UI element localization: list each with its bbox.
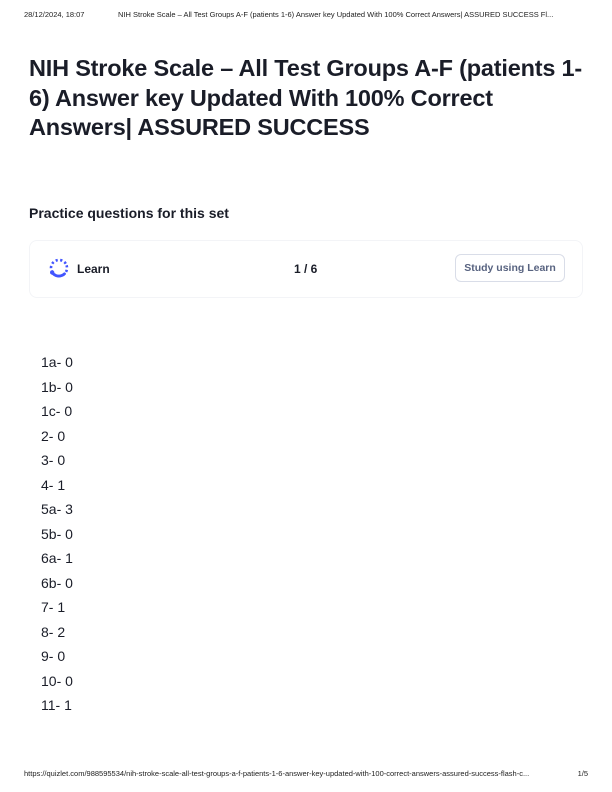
answer-item: 5a- 3 bbox=[41, 501, 73, 517]
answer-item: 1b- 0 bbox=[41, 378, 73, 395]
answer-item: 5b- 0 bbox=[41, 525, 73, 542]
answer-item: 10- 0 bbox=[41, 672, 73, 689]
learn-progress-icon bbox=[48, 257, 70, 279]
answer-item: 8- 2 bbox=[41, 623, 66, 640]
print-page-number: 1/5 bbox=[577, 769, 588, 778]
answer-item: 6a- 1 bbox=[41, 550, 73, 566]
answer-list bbox=[41, 350, 73, 718]
answer-item: 2- 0 bbox=[41, 427, 66, 444]
answer-item: 9- 0 bbox=[41, 648, 66, 664]
answer-item: 1c- 0 bbox=[41, 403, 73, 419]
print-doc-title: NIH Stroke Scale – All Test Groups A-F (patients 1-6) Answer key Updated With 100% Correct Answers| ASSURED SUCCESS Fl... bbox=[118, 10, 554, 19]
print-header bbox=[24, 10, 594, 22]
learn-progress-count: 1 / 6 bbox=[294, 262, 318, 276]
learn-label: Learn bbox=[77, 262, 110, 276]
answer-item: 3- 0 bbox=[41, 452, 66, 468]
page-title: NIH Stroke Scale – All Test Groups A-F (patients 1-6) Answer key Updated With 100% Correct Answers| ASSURED SUCCESS bbox=[29, 55, 583, 140]
answer-item: 4- 1 bbox=[41, 476, 66, 493]
answer-item: 1a- 0 bbox=[41, 354, 73, 370]
answer-item: 6b- 0 bbox=[41, 574, 73, 591]
study-using-learn-button[interactable]: Study using Learn bbox=[455, 254, 565, 282]
answer-item: 7- 1 bbox=[41, 599, 66, 615]
section-title: Practice questions for this set bbox=[29, 205, 229, 221]
answer-item: 11- 1 bbox=[41, 697, 72, 713]
print-url: https://quizlet.com/988595534/nih-stroke-scale-all-test-groups-a-f-patients-1-6-answer-key-updated-with-100-correct-answers-assured-success-flash-c... bbox=[24, 769, 530, 778]
learn-card bbox=[29, 240, 583, 298]
print-datetime: 28/12/2024, 18:07 bbox=[24, 10, 85, 19]
print-footer bbox=[24, 769, 594, 781]
